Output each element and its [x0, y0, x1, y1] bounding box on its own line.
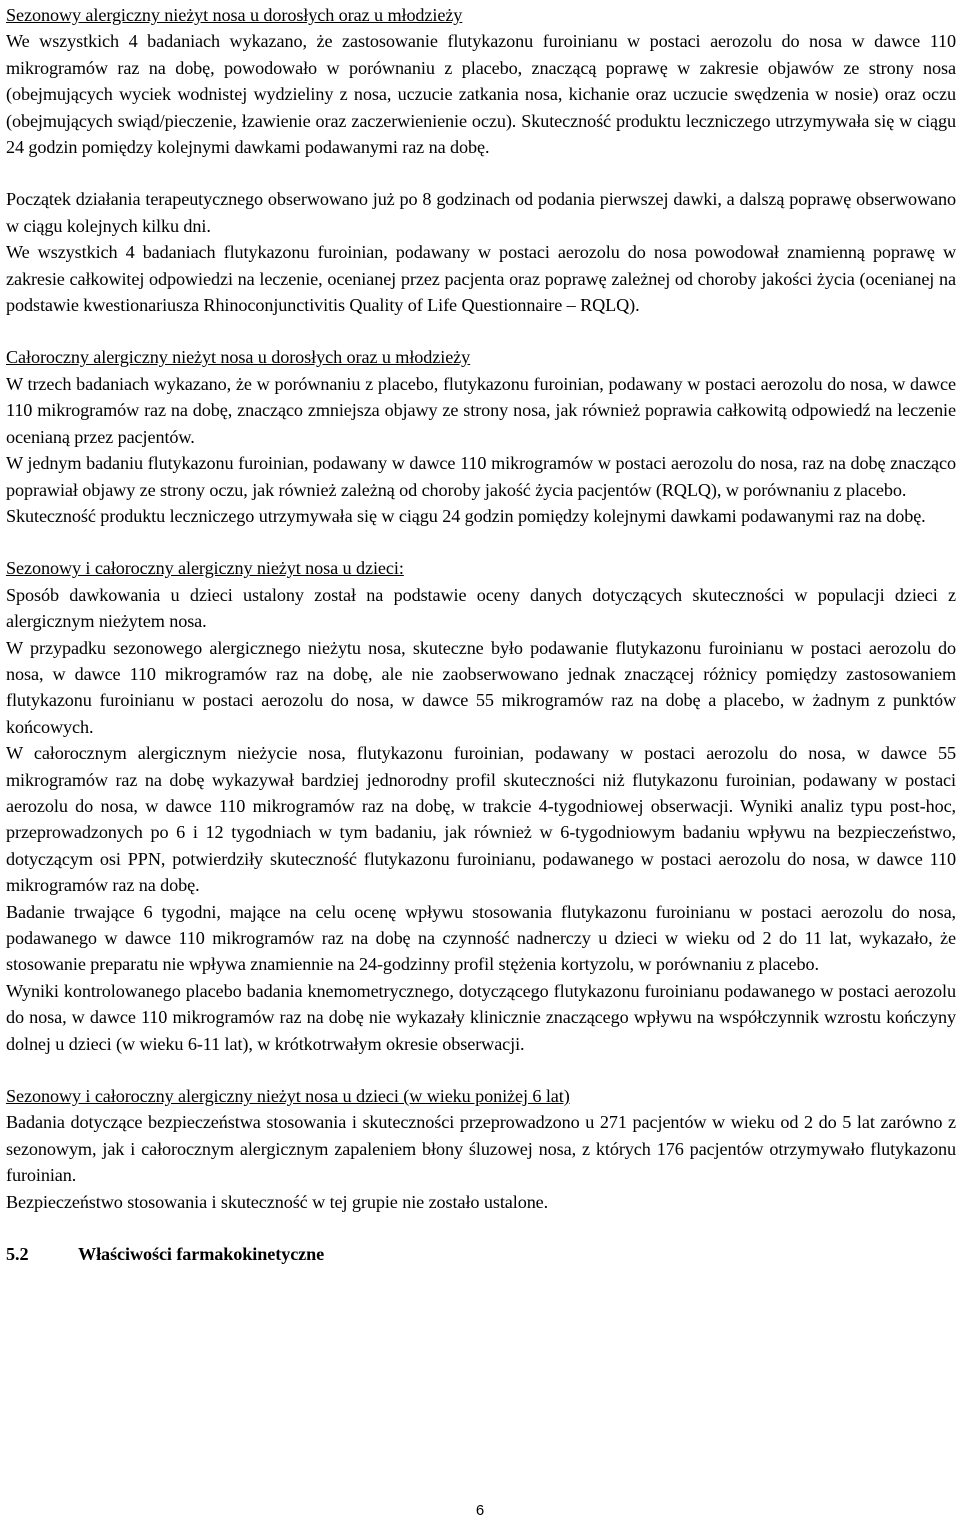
section-title-5-2	[6, 1241, 956, 1267]
paragraph: Wyniki kontrolowanego placebo badania knemometrycznego, dotyczącego flutykazonu furoinianu podawanego w postaci aerozolu do nosa, w dawce 110 mikrogramów raz na dobę nie wykazały klinicznie znaczącego wpływu na współczynnik wzrostu kończyny dolnej u dzieci (w wieku 6-11 lat), w krótkotrwałym okresie obserwacji.	[6, 980, 956, 1054]
section-heading: Całoroczny alergiczny nieżyt nosa u dorosłych oraz u młodzieży	[6, 347, 471, 368]
section-heading: Sezonowy i całoroczny alergiczny nieżyt nosa u dzieci:	[6, 558, 404, 579]
paragraph: We wszystkich 4 badaniach wykazano, że zastosowanie flutykazonu furoinianu w postaci aerozolu do nosa w dawce 110 mikrogramów raz na dobę, powodowało w porównaniu z placebo, znaczącą poprawę w zakresie objawów ze strony nosa (obejmujących wyciek wodnistej wydzieliny z nosa, uczucie zatkania nosa, kichanie oraz uczucie swędzenia w nosie) oraz oczu (obejmujących swiąd/pieczenie, łzawienie oraz zaczerwienienie oczu). Skuteczność produktu leczniczego utrzymywała się w ciągu 24 godzin pomiędzy kolejnymi dawkami podawanymi raz na dobę.	[6, 31, 956, 158]
spacer	[6, 529, 956, 555]
spacer	[6, 1057, 956, 1083]
section-perennial-adults	[6, 344, 956, 529]
section-heading: Sezonowy i całoroczny alergiczny nieżyt nosa u dzieci (w wieku poniżej 6 lat)	[6, 1086, 570, 1107]
spacer	[6, 1215, 956, 1241]
paragraph: Sposób dawkowania u dzieci ustalony został na podstawie oceny danych dotyczących skuteczności w populacji dzieci z alergicznym nieżytem nosa.	[6, 584, 956, 632]
section-title-text: Właściwości farmakokinetyczne	[78, 1244, 325, 1265]
paragraph: Skuteczność produktu leczniczego utrzymywała się w ciągu 24 godzin pomiędzy kolejnymi dawkami podawanymi raz na dobę.	[6, 505, 926, 526]
paragraph: W trzech badaniach wykazano, że w porównaniu z placebo, flutykazonu furoinian, podawany w postaci aerozolu do nosa, w dawce 110 mikrogramów raz na dobę, znacząco zmniejsza objawy ze strony nosa, jak również poprawia całkowitą odpowiedź na leczenie ocenianą przez pacjentów.	[6, 373, 956, 447]
paragraph: W jednym badaniu flutykazonu furoinian, podawany w dawce 110 mikrogramów w postaci aerozolu do nosa, raz na dobę znacząco poprawiał objawy ze strony oczu, jak również zależną od choroby jakość życia pacjentów (RQLQ), w porównaniu z placebo.	[6, 453, 956, 500]
document-page	[6, 2, 956, 1267]
section-number: 5.2	[6, 1244, 29, 1265]
paragraph: Badania dotyczące bezpieczeństwa stosowania i skuteczności przeprowadzono u 271 pacjentów w wieku od 2 do 5 lat zarówno z sezonowym, jak i całorocznym alergicznym zapaleniem błony śluzowej nosa, z których 176 pacjentów otrzymywało flutykazonu furoinian.	[6, 1112, 956, 1186]
paragraph: W całorocznym alergicznym nieżycie nosa, flutykazonu furoinian, podawany w postaci aerozolu do nosa, w dawce 55 mikrogramów raz na dobę wykazywał bardziej jednorodny profil skuteczności niż flutykazonu furoinian, podawany w postaci aerozolu do nosa, w dawce 110 mikrogramów raz na dobę, w trakcie 4-tygodniowej obserwacji. Wyniki analiz typu post-hoc, przeprowadzonych po 6 i 12 tygodniach w tym badaniu, jak również w 6-tygodniowym badaniu wpływu na bezpieczeństwo, dotyczącym osi PPN, potwierdziły skuteczność flutykazonu furoinianu, podawanego w postaci aerozolu do nosa, w dawce 110 mikrogramów raz na dobę.	[6, 743, 956, 896]
paragraph: W przypadku sezonowego alergicznego nieżytu nosa, skuteczne było podawanie flutykazonu furoinianu w postaci aerozolu do nosa, w dawce 110 mikrogramów raz na dobę, ale nie zaobserwowano jednak znaczącej różnicy pomiędzy zastosowaniem flutykazonu furoinianu w postaci aerozolu do nosa, w dawce 55 mikrogramów raz na dobę a placebo, w żadnym z punktów końcowych.	[6, 637, 956, 737]
spacer	[6, 318, 956, 344]
section-children-under-6	[6, 1083, 956, 1215]
section-seasonal-adults	[6, 2, 956, 160]
section-heading: Sezonowy alergiczny nieżyt nosa u dorosłych oraz u młodzieży	[6, 5, 463, 25]
paragraph: We wszystkich 4 badaniach flutykazonu furoinian, podawany w postaci aerozolu do nosa powodował znamienną poprawę w zakresie całkowitej odpowiedzi na leczenie, ocenianej przez pacjenta oraz poprawę zależnej od choroby jakości życia (ocenianej na podstawie kwestionariusza Rhinoconjunctivitis Quality of Life Questionnaire – RQLQ).	[6, 242, 956, 316]
section-children	[6, 555, 956, 1057]
spacer	[6, 160, 956, 186]
paragraph: Bezpieczeństwo stosowania i skuteczność w tej grupie nie zostało ustalone.	[6, 1191, 549, 1212]
page-number: 6	[475, 1502, 485, 1519]
paragraph: Badanie trwające 6 tygodni, mające na celu ocenę wpływu stosowania flutykazonu furoinianu w postaci aerozolu do nosa, podawanego w dawce 110 mikrogramów raz na dobę na czynność nadnerczy u dzieci w wieku od 2 do 11 lat, wykazało, że stosowanie preparatu nie wpływa znamiennie na 24-godzinny profil stężenia kortyzolu, w porównaniu z placebo.	[6, 901, 956, 975]
paragraph: Początek działania terapeutycznego obserwowano już po 8 godzinach od podania pierwszej dawki, a dalszą poprawę obserwowano w ciągu kolejnych kilku dni.	[6, 189, 956, 236]
section-onset	[6, 186, 956, 318]
